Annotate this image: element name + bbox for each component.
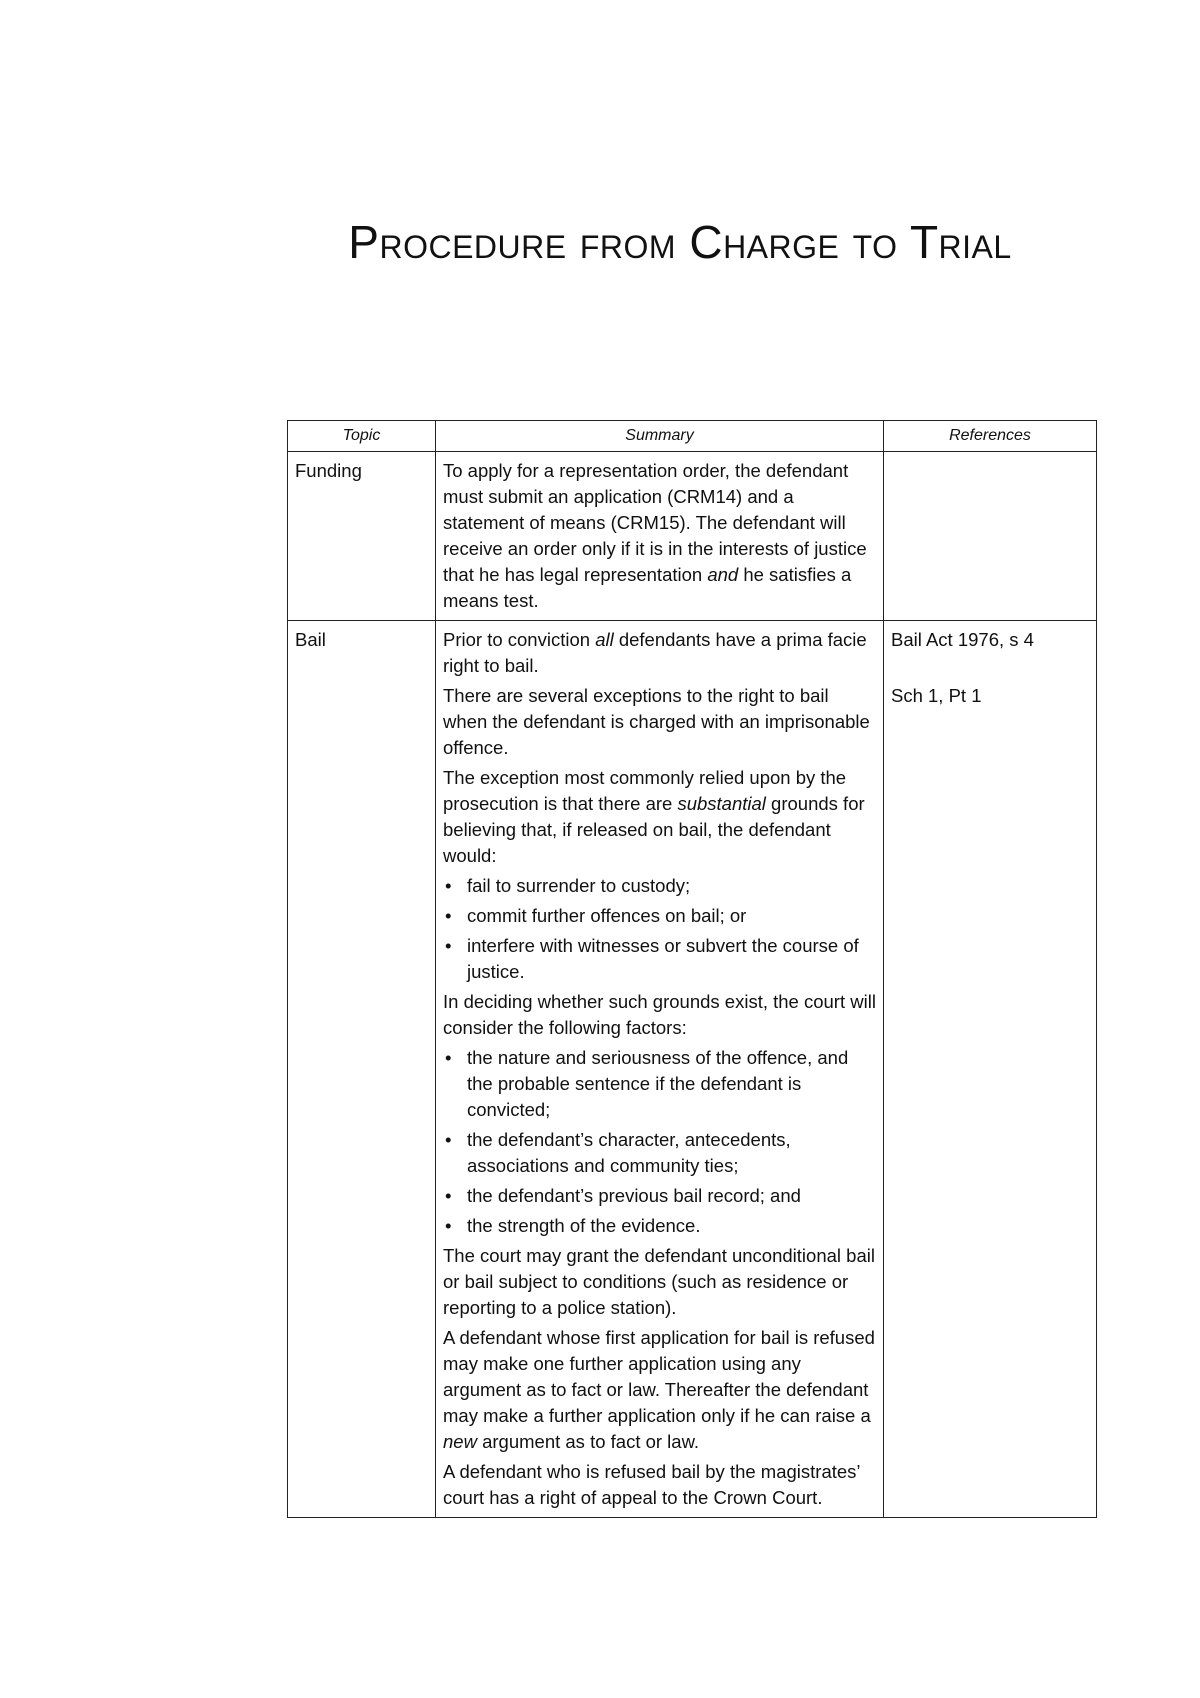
page-title: Procedure from Charge to Trial [348,216,1012,268]
column-header-topic: Topic [288,421,436,452]
list-item: • fail to surrender to custody; [443,873,876,899]
list-item: • the nature and seriousness of the offence, and the probable sentence if the defendant is convicted; [443,1045,876,1123]
topic-cell: Bail [288,621,436,1518]
summary-paragraph: To apply for a representation order, the defendant must submit an application (CRM14) and a statement of means (CRM15). The defendant will receive an order only if it is in the interests of justice that he has legal representation and he satisfies a means test. [443,460,867,611]
list-item: • the defendant’s character, antecedents, associations and community ties; [443,1127,876,1179]
summary-paragraph: Prior to conviction all defendants have a prima facie right to bail. [443,629,867,676]
references-cell [884,452,1097,621]
summary-paragraph: The court may grant the defendant unconditional bail or bail subject to conditions (such as residence or reporting to a police station). [443,1245,875,1318]
column-header-summary: Summary [436,421,884,452]
topic-cell: Funding [288,452,436,621]
procedure-table [287,420,1097,1518]
summary-cell [436,621,884,1518]
summary-paragraph: The exception most commonly relied upon by the prosecution is that there are substantial grounds for believing that, if released on bail, the defendant would: [443,767,865,866]
list-item: • commit further offences on bail; or [443,903,876,929]
list-item: • interfere with witnesses or subvert the course of justice. [443,933,876,985]
list-item: • the strength of the evidence. [443,1213,876,1239]
summary-paragraph: In deciding whether such grounds exist, the court will consider the following factors: [443,991,876,1038]
summary-paragraph: There are several exceptions to the right to bail when the defendant is charged with an imprisonable offence. [443,685,870,758]
column-header-references: References [884,421,1097,452]
summary-cell [436,452,884,621]
table-row-funding [288,452,1097,621]
list-item: • the defendant’s previous bail record; and [443,1183,876,1209]
reference-text: Sch 1, Pt 1 [891,685,982,706]
references-cell [884,621,1097,1518]
summary-paragraph: A defendant whose first application for bail is refused may make one further application using any argument as to fact or law. Thereafter the defendant may make a further application only if he can raise a new argument as to fact or law. [443,1327,875,1452]
table-row-bail [288,621,1097,1518]
summary-paragraph: A defendant who is refused bail by the magistrates’ court has a right of appeal to the Crown Court. [443,1461,860,1508]
bullet-list-grounds [443,873,876,985]
bullet-list-factors [443,1045,876,1239]
table-header-row [288,421,1097,452]
reference-text: Bail Act 1976, s 4 [891,629,1034,650]
